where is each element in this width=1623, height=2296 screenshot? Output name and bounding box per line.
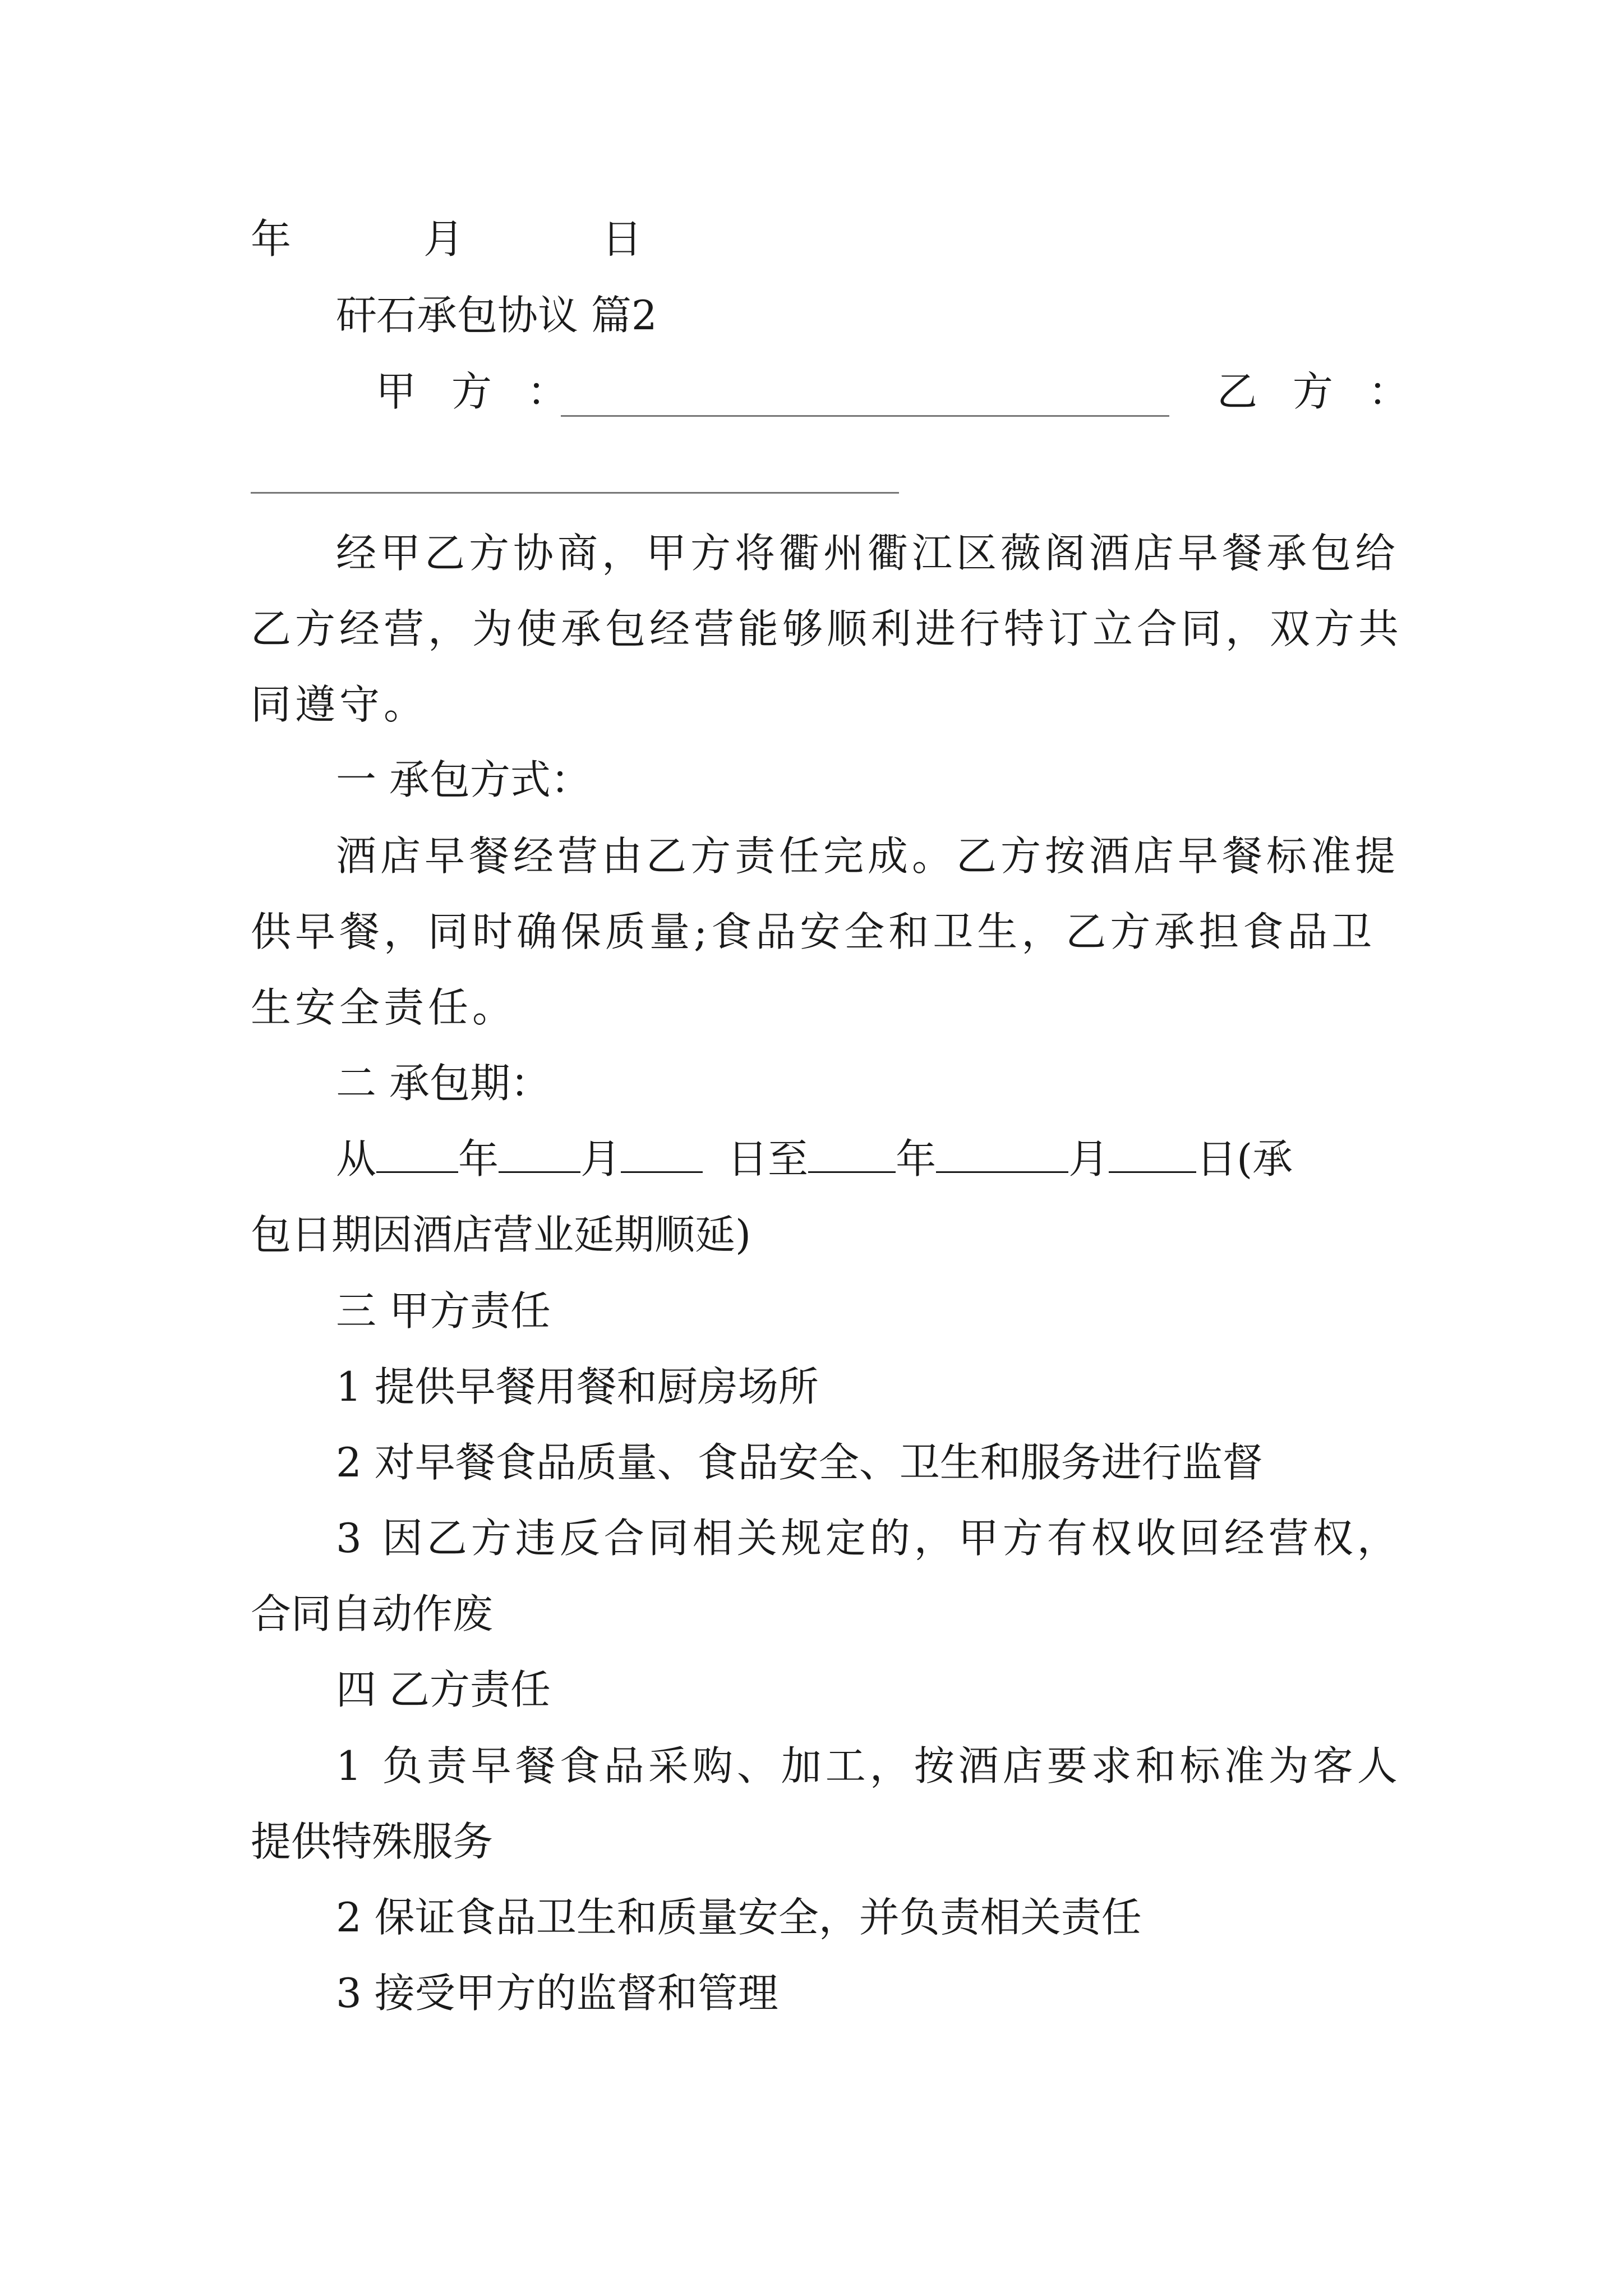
intro-line-3: 同遵守。 <box>251 681 428 728</box>
party-b-label: 乙 方 ： <box>1217 368 1420 415</box>
section3-continuation: 合同自动作废 <box>251 1590 494 1637</box>
blank-year-2 <box>808 1137 896 1173</box>
date-day: 日 <box>602 215 643 263</box>
section1-line-1: 酒店早餐经营由乙方责任完成。乙方按酒店早餐标准提 <box>336 832 1400 880</box>
section4-item-2: 2 保证食品卫生和质量安全，并负责相关责任 <box>336 1894 1142 1941</box>
section3-item-1: 1 提供早餐用餐和厨房场所 <box>336 1363 819 1410</box>
period-month-1: 月 <box>580 1135 621 1182</box>
section2-continuation: 包日期因酒店营业延期顺延) <box>251 1211 751 1258</box>
blank-day-1 <box>621 1137 703 1173</box>
blank-day-2 <box>1109 1137 1196 1173</box>
section3-item-2: 2 对早餐食品质量、食品安全、卫生和服务进行监督 <box>336 1439 1263 1486</box>
section1-line-2: 供早餐，同时确保质量;食品安全和卫生，乙方承担食品卫 <box>251 908 1376 955</box>
period-from: 从 <box>336 1135 377 1182</box>
period-day-end: 日(承 <box>1196 1135 1293 1182</box>
section4-continuation: 提供特殊服务 <box>251 1818 494 1865</box>
section4-item-1: 1 负责早餐食品采购、加工，按酒店要求和标准为客人 <box>336 1742 1401 1789</box>
section3-item-3: 3 因乙方违反合同相关规定的，甲方有权收回经营权， <box>336 1515 1401 1562</box>
section2-heading: 二 承包期： <box>336 1060 551 1107</box>
period-year-2: 年 <box>896 1135 937 1182</box>
period-day-to: 日至 <box>727 1135 809 1182</box>
section3-heading: 三 甲方责任 <box>336 1287 551 1335</box>
section1-heading: 一 承包方式： <box>336 756 591 803</box>
blank-month-2 <box>936 1137 1068 1173</box>
contract-period-line <box>336 1132 1458 1186</box>
party-a-blank-line <box>561 415 1169 417</box>
period-year-1: 年 <box>458 1135 499 1182</box>
section4-heading: 四 乙方责任 <box>336 1666 551 1713</box>
period-month-2: 月 <box>1068 1135 1109 1182</box>
document-title: 矸石承包协议 篇2 <box>336 292 657 339</box>
section1-line-3: 生安全责任。 <box>251 984 517 1031</box>
date-month: 月 <box>423 215 464 263</box>
party-a-label: 甲 方 ： <box>376 368 579 415</box>
intro-line-1: 经甲乙方协商，甲方将衢州衢江区薇阁酒店早餐承包给 <box>336 530 1400 577</box>
intro-line-2: 乙方经营，为使承包经营能够顺利进行特订立合同，双方共 <box>251 605 1403 652</box>
date-year: 年 <box>251 215 292 263</box>
blank-year-1 <box>376 1137 458 1173</box>
section4-item-3: 3 接受甲方的监督和管理 <box>336 1970 778 2017</box>
blank-month-1 <box>499 1137 580 1173</box>
party-b-blank-line <box>251 492 899 494</box>
